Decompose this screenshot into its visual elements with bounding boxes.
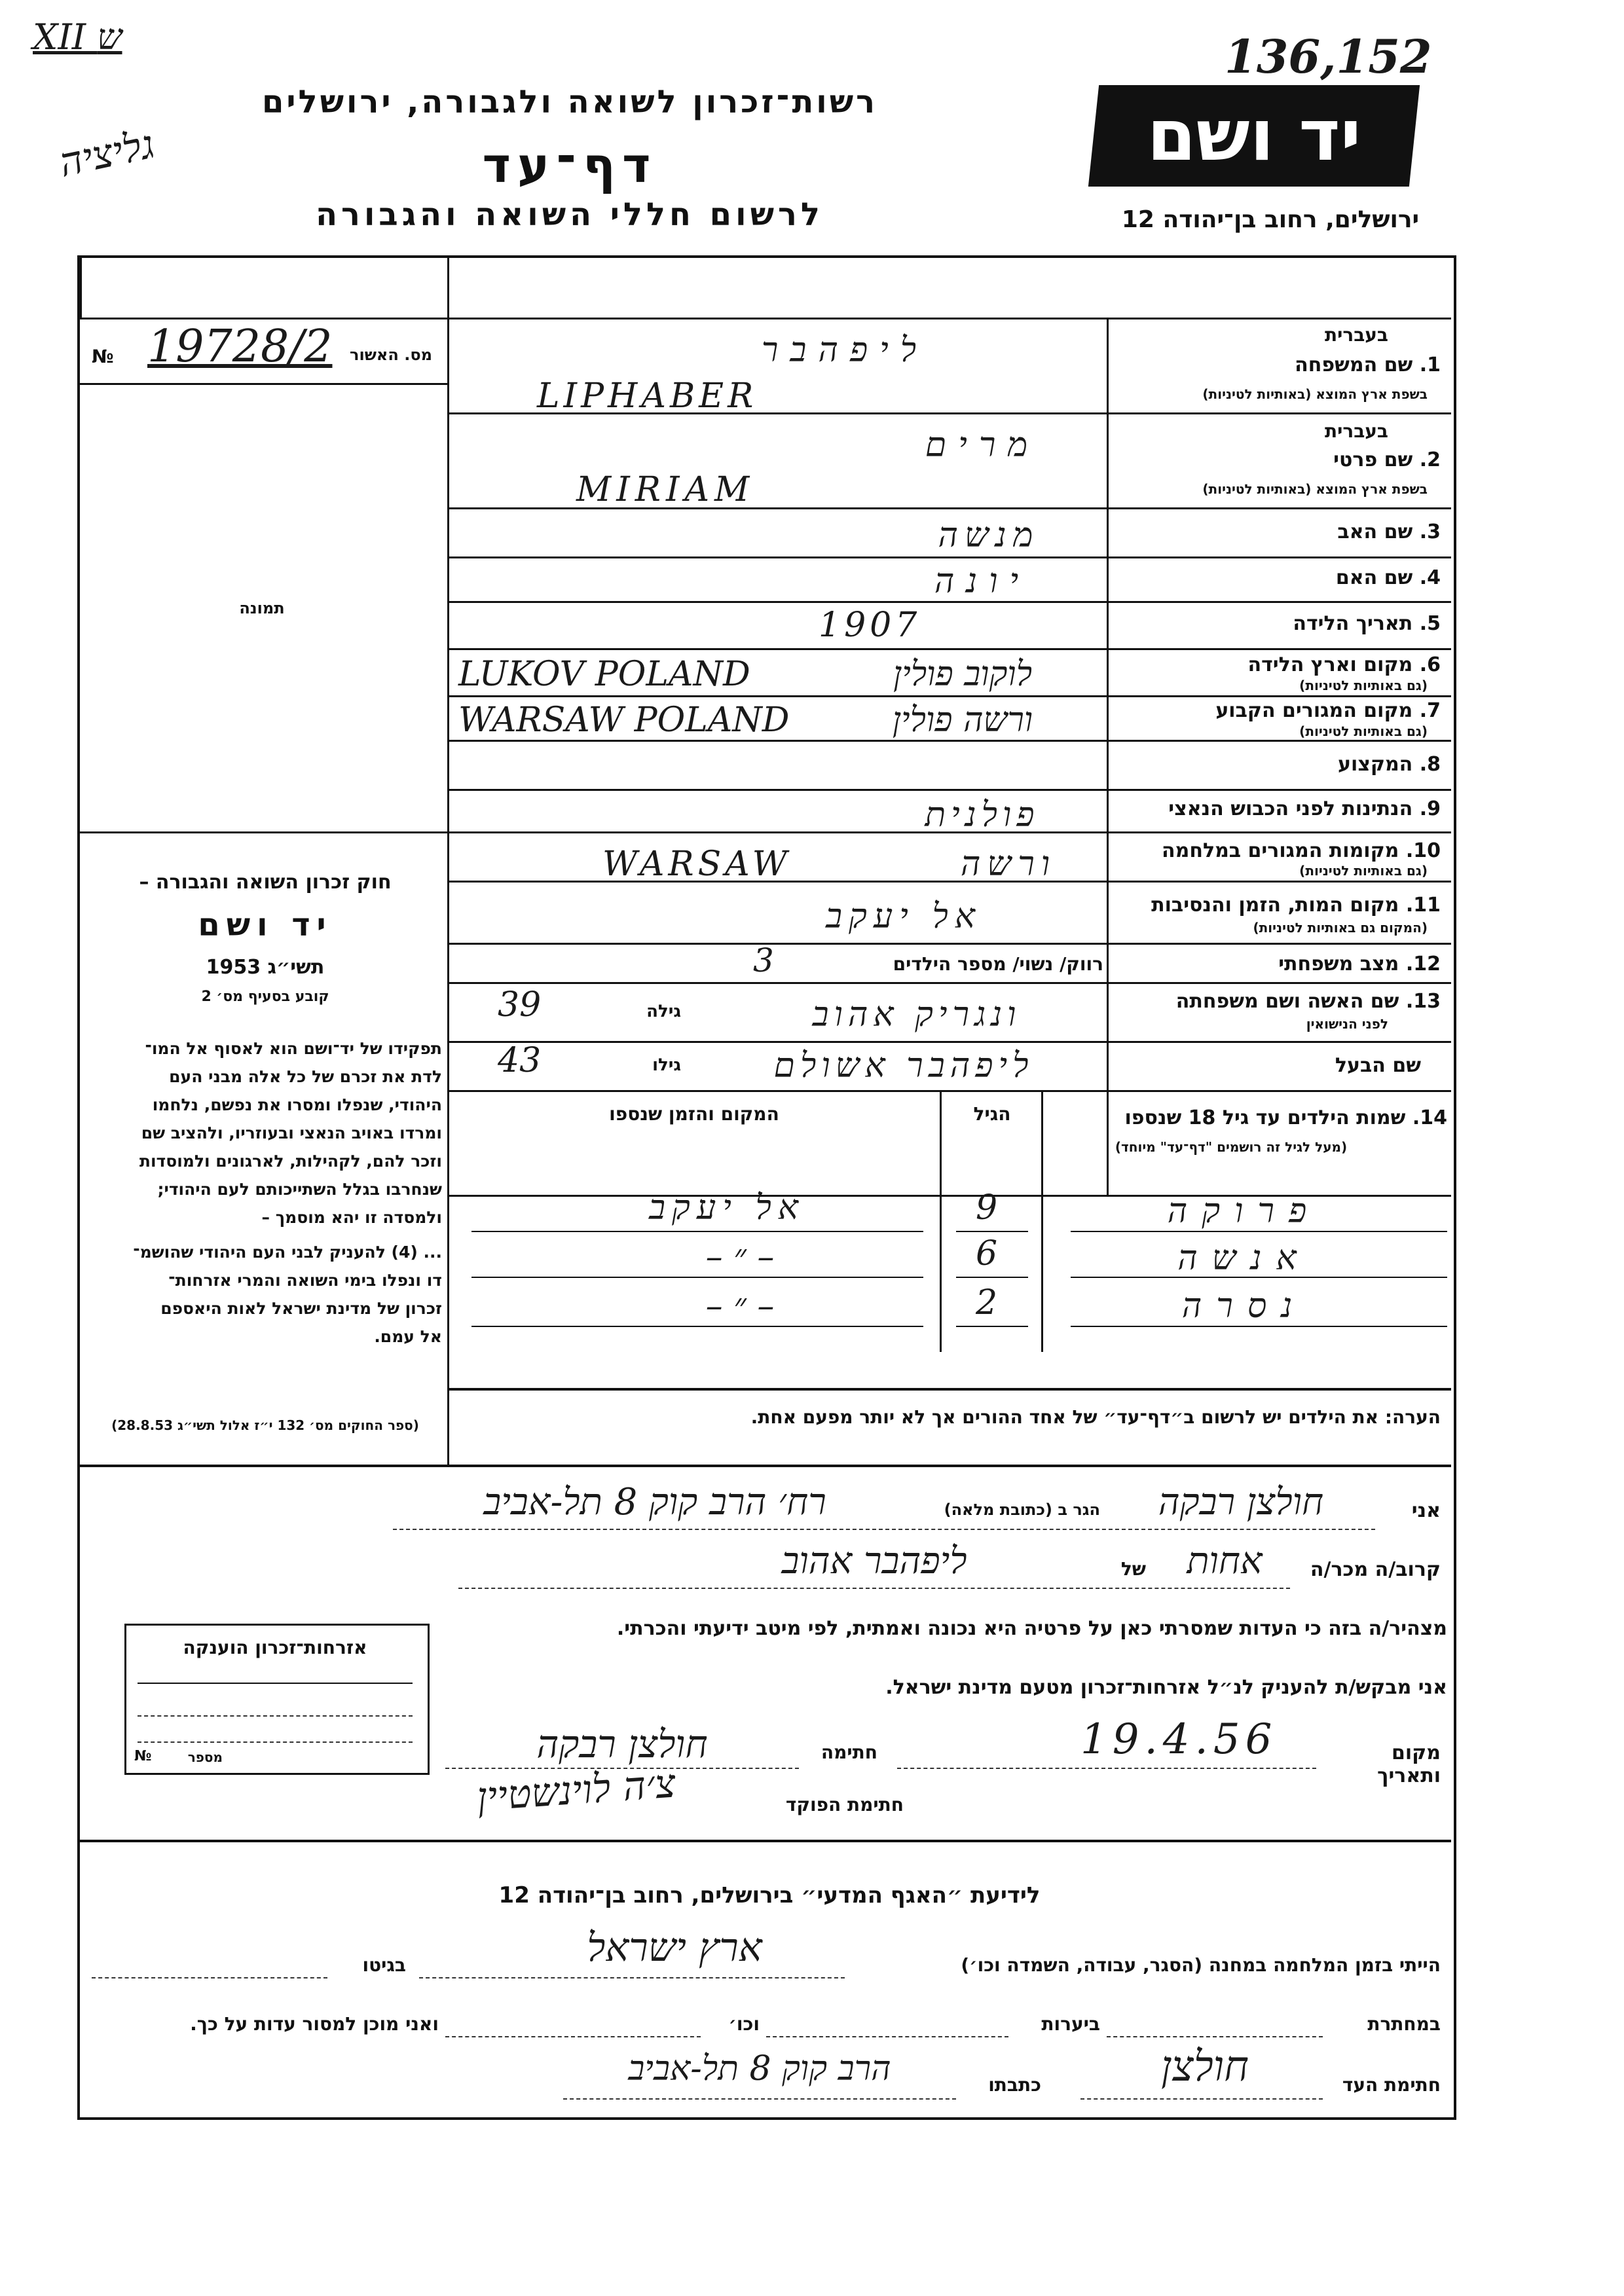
declarant-signature: חולצן רבקה bbox=[536, 1722, 708, 1766]
date-underline bbox=[897, 1768, 1316, 1769]
field-2-no: 2. bbox=[1419, 448, 1441, 471]
witness-address: הרב קוק 8 תל-אביב bbox=[628, 2049, 891, 2088]
residence-latin: WARSAW POLAND bbox=[458, 701, 790, 740]
witness-addr-underline bbox=[563, 2098, 956, 2100]
col-age-header: הגיל bbox=[973, 1103, 1011, 1125]
row-line bbox=[447, 695, 1451, 697]
field-3-label-text: שם האב bbox=[1337, 520, 1413, 543]
field-11-no: 11. bbox=[1405, 894, 1441, 917]
field-9-label bbox=[1113, 797, 1441, 820]
field-7-label bbox=[1113, 699, 1441, 722]
field-4-no: 4. bbox=[1419, 566, 1441, 589]
field-9-no: 9. bbox=[1419, 797, 1441, 820]
field-3-label bbox=[1113, 520, 1441, 543]
law-name: יד ושם bbox=[198, 907, 333, 943]
decl-line1-underline bbox=[393, 1529, 1375, 1530]
declarant-name: חולצן רבקה bbox=[1158, 1481, 1324, 1523]
form-title: דף־עד bbox=[482, 137, 657, 194]
law-line: לדת את זכרם של כל אלה מבני העם bbox=[169, 1067, 442, 1086]
law-clause: קובע בסעיף מס׳ 2 bbox=[201, 989, 329, 1005]
citizenship: פולנית bbox=[925, 795, 1040, 835]
field-1-label-text: שם המשפחה bbox=[1295, 354, 1413, 376]
child-place: – ״ – bbox=[705, 1237, 775, 1277]
law-line: זכרון של מדינת ישראל לאות היאספם bbox=[160, 1299, 442, 1318]
wartime-residence-latin: WARSAW bbox=[602, 845, 792, 884]
wife-age: 39 bbox=[498, 985, 542, 1025]
row-line bbox=[447, 943, 1451, 945]
field-13-no: 13. bbox=[1405, 990, 1441, 1013]
children-row-line bbox=[956, 1277, 1028, 1278]
field-8-no: 8. bbox=[1419, 753, 1441, 776]
note-bottom-line bbox=[79, 1465, 1451, 1467]
witness-underground: במחתרת bbox=[1367, 2013, 1441, 2035]
citizenship-number-label: מספר bbox=[187, 1749, 223, 1765]
top-row-line bbox=[79, 318, 1451, 319]
decl-line2-mid: של bbox=[1120, 1558, 1146, 1580]
header-address: ירושלים, רחוב בן־יהודה 12 bbox=[1121, 206, 1420, 233]
field-12-label bbox=[1113, 953, 1441, 975]
authority-name: רשות־זכרון לשואה ולגבורה, ירושלים bbox=[261, 84, 878, 120]
field-10-label bbox=[1113, 839, 1441, 862]
father-name: מנשה bbox=[938, 516, 1040, 555]
decl-line2-pre: קרוב/ה מכר/ה bbox=[1310, 1558, 1441, 1581]
law-line: שנחרבו בגלל השתייכותם לעם היהודי; bbox=[157, 1180, 442, 1199]
law-year: תשי״ג 1953 bbox=[206, 956, 325, 979]
field-12-no: 12. bbox=[1405, 953, 1441, 975]
approval-number: 19728/2 bbox=[147, 321, 333, 373]
witness-ghetto-underline bbox=[92, 1977, 327, 1978]
field-1-heb-tag: בעברית bbox=[1324, 324, 1388, 346]
photo-box-line bbox=[79, 831, 447, 833]
witness-line2-underline bbox=[1107, 2036, 1323, 2037]
field-5-label bbox=[1113, 612, 1441, 635]
form-subtitle: לרשום חללי השואה והגבורה bbox=[316, 196, 824, 233]
law-line: היהודי, שנפלו ומסרו את נפשם, נלחמו bbox=[152, 1095, 442, 1114]
field-10-no: 10. bbox=[1405, 839, 1441, 862]
law-source: (ספר החוקים מס׳ 132 י״ז אלול תשי״ג 28.8.53) bbox=[111, 1417, 419, 1433]
children-col-divider bbox=[1041, 1090, 1043, 1352]
witness-ready: ואני מוכן למסור עדות על כך. bbox=[190, 2013, 439, 2035]
child-name: פרוקה bbox=[1167, 1192, 1321, 1231]
field-11-label-text: מקום המות, הזמן והנסיבות bbox=[1151, 894, 1399, 917]
husband-age-label: גילו bbox=[652, 1055, 681, 1075]
row-line bbox=[447, 1041, 1451, 1043]
signature-label: חתימה bbox=[821, 1741, 877, 1763]
field-2-sub: בשפת ארץ המוצא (באותיות לטיניות) bbox=[1202, 481, 1428, 497]
witness-addr-label: כתבתו bbox=[988, 2074, 1041, 2096]
officer-label: חתימת הפוקד bbox=[785, 1794, 904, 1815]
child-place: אל יעקב bbox=[648, 1188, 805, 1228]
field-13-sub: לפני הנישואין bbox=[1306, 1016, 1388, 1032]
decl-line1-pre: אני bbox=[1411, 1499, 1441, 1522]
field-10-sub: (גם באותיות לטיניות) bbox=[1299, 863, 1428, 879]
field-5-no: 5. bbox=[1419, 612, 1441, 635]
relation: אחות bbox=[1187, 1540, 1263, 1582]
field-7-no: 7. bbox=[1419, 699, 1441, 722]
decl-line3: מצהיר/ה בזה כי העדות שמסרתי כאן על פרטיה היא נכונה ואמתית, לפי מיטב ידיעתי והכרתי. bbox=[616, 1617, 1447, 1640]
field-4-label-text: שם האם bbox=[1335, 566, 1413, 589]
place-date: 19.4.56 bbox=[1080, 1715, 1278, 1764]
field-7-sub: (גם באותיות לטיניות) bbox=[1299, 723, 1428, 739]
field-12-label-text: מצב משפחתי bbox=[1278, 953, 1399, 975]
witness-sig-label: חתימת העד bbox=[1342, 2074, 1441, 2096]
photo-label: תמונה bbox=[239, 599, 285, 617]
citizenship-line bbox=[138, 1741, 413, 1743]
witness-camp: ארץ ישראל bbox=[587, 1925, 762, 1971]
field-1-sub: בשפת ארץ המוצא (באותיות לטיניות) bbox=[1202, 386, 1428, 402]
law-line: ... (4) להעניק לבני העם היהודי שהושמ־ bbox=[133, 1243, 442, 1262]
decl-line2-underline bbox=[458, 1588, 1290, 1589]
law-line: ולמסדה זו יהא מוסמך – bbox=[261, 1208, 442, 1227]
residence-hebrew: ורשה פולין bbox=[892, 701, 1033, 740]
witness-line1-underline bbox=[419, 1977, 845, 1978]
field-8-label bbox=[1113, 753, 1441, 776]
children-row-line bbox=[956, 1326, 1028, 1327]
children-count: 3 bbox=[753, 941, 774, 979]
wife-age-label: גילה bbox=[646, 1002, 681, 1021]
victim-name-ref: ליפהבר אהוב bbox=[781, 1540, 967, 1582]
note-top-line bbox=[447, 1388, 1451, 1391]
citizenship-title: אזרחות־זכרון הוענקה bbox=[183, 1637, 367, 1658]
given-name-latin: MIRIAM bbox=[576, 470, 755, 509]
child-age: 2 bbox=[976, 1283, 998, 1322]
col-place-header: המקום והזמן שנספו bbox=[609, 1103, 779, 1125]
children-row-line bbox=[1071, 1231, 1447, 1232]
children-no: 14. bbox=[1412, 1106, 1447, 1129]
field-2-label bbox=[1113, 448, 1441, 471]
label-column-divider bbox=[1107, 318, 1109, 1195]
child-place: – ״ – bbox=[705, 1286, 775, 1326]
wartime-residence-hebrew: ורשה bbox=[960, 845, 1057, 884]
row-line bbox=[447, 556, 1451, 558]
mother-name: יונה bbox=[934, 562, 1031, 601]
citizenship-line bbox=[138, 1715, 413, 1717]
child-name: אנשה bbox=[1177, 1239, 1311, 1278]
field-4-label bbox=[1113, 566, 1441, 589]
children-row-line bbox=[471, 1277, 923, 1278]
field-10-label-text: מקומות המגורים במלחמה bbox=[1162, 839, 1399, 862]
witness-signature: חולצן bbox=[1160, 2043, 1249, 2091]
top-right-number: 136,152 bbox=[1225, 29, 1432, 84]
field-13-label bbox=[1113, 990, 1441, 1013]
surname-hebrew: ליפהבר bbox=[761, 331, 929, 370]
field-13-label-text: שם האשה ושם משפחתה bbox=[1175, 990, 1399, 1013]
law-line: אל עמם. bbox=[374, 1327, 442, 1346]
row-line bbox=[447, 601, 1451, 603]
child-age: 6 bbox=[976, 1234, 998, 1273]
field-5-label-text: תאריך הלידה bbox=[1293, 612, 1413, 635]
marital-status-text: רווק/ נשוי/ מספר הילדים bbox=[893, 953, 1103, 975]
declarant-address: רח׳ הרב קוק 8 תל-אביב bbox=[483, 1481, 826, 1523]
children-row-line bbox=[1071, 1326, 1447, 1327]
birthplace-hebrew: לוקוב פולין bbox=[893, 655, 1033, 694]
witness-line1-post: בגיטו bbox=[362, 1954, 406, 1976]
row-line bbox=[447, 648, 1451, 650]
field-6-label-text: מקום וארץ הלידה bbox=[1247, 653, 1413, 676]
top-left-scrawl: גליציה bbox=[55, 121, 158, 187]
children-header bbox=[1048, 1106, 1447, 1129]
field-1-no: 1. bbox=[1419, 354, 1441, 376]
field-9-label-text: הנתינות לפני הכבוש הנאצי bbox=[1168, 797, 1413, 820]
birthplace-latin: LUKOV POLAND bbox=[458, 655, 750, 694]
left-panel-divider bbox=[447, 257, 449, 1465]
field-6-label bbox=[1113, 653, 1441, 676]
top-left-code: XII ש bbox=[33, 16, 122, 58]
place-date-label: מקום ותאריך bbox=[1377, 1741, 1441, 1787]
citizenship-line bbox=[138, 1683, 413, 1684]
field-8-label-text: המקצוע bbox=[1337, 753, 1413, 776]
child-age: 9 bbox=[976, 1188, 998, 1228]
law-line: ומרדו באויב הנאצי ובעוזריו, ולהציב שם bbox=[141, 1123, 442, 1142]
approval-label: מס. האשור bbox=[350, 346, 432, 364]
logo-text: יד ושם bbox=[1147, 95, 1361, 177]
left-small-divider bbox=[80, 257, 82, 318]
law-line: וזכר להם, לקהילות, לארגונים ולמוסדות bbox=[139, 1152, 442, 1171]
decl-line1-mid: הגר ב (כתובת מלאה) bbox=[944, 1501, 1100, 1519]
law-line: דו ונפלו בימי השואה והמרי אזרחות־ bbox=[168, 1271, 442, 1290]
wife-name: ונגריק אהוב bbox=[812, 995, 1022, 1034]
officer-signature: צ׳ה לוינשטיין bbox=[475, 1760, 677, 1821]
row-line bbox=[447, 740, 1451, 742]
law-line: תפקידו של יד־ושם הוא לאסוף אל המו־ bbox=[145, 1039, 442, 1058]
approval-no-sign: № bbox=[92, 346, 114, 367]
children-title: שמות הילדים עד גיל 18 שנספו bbox=[1124, 1106, 1406, 1129]
children-row-line bbox=[956, 1231, 1028, 1232]
witness-title: לידיעת ״האגף המדעי״ בירושלים, רחוב בן־יהודה 12 bbox=[498, 1882, 1041, 1908]
witness-line2-underline bbox=[445, 2036, 701, 2037]
field-2-label-text: שם פרטי bbox=[1333, 448, 1413, 471]
field-3-no: 3. bbox=[1419, 520, 1441, 543]
children-subtitle: (מעל לגיל זה רושמים "דף־עד" מיוחד) bbox=[1115, 1139, 1348, 1155]
law-title: חוק זכרון השואה והגבורה – bbox=[139, 871, 392, 894]
law-text bbox=[85, 1034, 442, 1351]
field-11-label bbox=[1113, 894, 1441, 917]
husband-age: 43 bbox=[498, 1041, 542, 1080]
decl-line4: אני מבקש/ת להעניק לנ״ל אזרחות־זכרון מטעם מדינת ישראל. bbox=[885, 1676, 1447, 1699]
witness-etc: וכו׳ bbox=[728, 2013, 760, 2035]
given-name-hebrew: מרים bbox=[925, 426, 1040, 465]
field-1-label bbox=[1113, 354, 1441, 376]
approval-line bbox=[79, 383, 447, 385]
row-line bbox=[447, 982, 1451, 984]
child-name: נסרה bbox=[1181, 1286, 1307, 1326]
citizenship-no-sign: № bbox=[134, 1748, 152, 1764]
note-text: הערה: את הילדים יש לרשום ב״דף־עד״ של אחד ההורים אך לא יותר מפעם אחת. bbox=[750, 1406, 1441, 1428]
row-line bbox=[447, 789, 1451, 791]
husband-name: ליפהבר אשולם bbox=[773, 1046, 1034, 1085]
witness-line2-underline bbox=[766, 2036, 1008, 2037]
row-line bbox=[447, 1090, 1451, 1092]
field-7-label-text: מקום המגורים הקבוע bbox=[1215, 699, 1413, 722]
field-6-no: 6. bbox=[1419, 653, 1441, 676]
witness-top-line bbox=[79, 1840, 1451, 1842]
death-place: אל יעקב bbox=[825, 897, 982, 936]
children-col-divider bbox=[940, 1090, 942, 1352]
husband-label: שם הבעל bbox=[1335, 1054, 1421, 1077]
field-6-sub: (גם באותיות לטיניות) bbox=[1299, 678, 1428, 693]
birth-date: 1907 bbox=[819, 606, 921, 645]
children-row-line bbox=[471, 1326, 923, 1327]
field-2-heb-tag: בעברית bbox=[1324, 420, 1388, 442]
surname-latin: LIPHABER bbox=[537, 376, 758, 416]
witness-line1-pre: הייתי בזמן המלחמה במחנה (הסגר, עבודה, השמדה וכו׳) bbox=[961, 1954, 1441, 1976]
children-row-line bbox=[471, 1231, 923, 1232]
field-11-sub: (המקום גם באותיות לטיניות) bbox=[1253, 920, 1428, 936]
witness-forests: ביערות bbox=[1041, 2013, 1100, 2035]
witness-sig-underline bbox=[1080, 2098, 1323, 2100]
yad-vashem-logo bbox=[1088, 85, 1420, 187]
